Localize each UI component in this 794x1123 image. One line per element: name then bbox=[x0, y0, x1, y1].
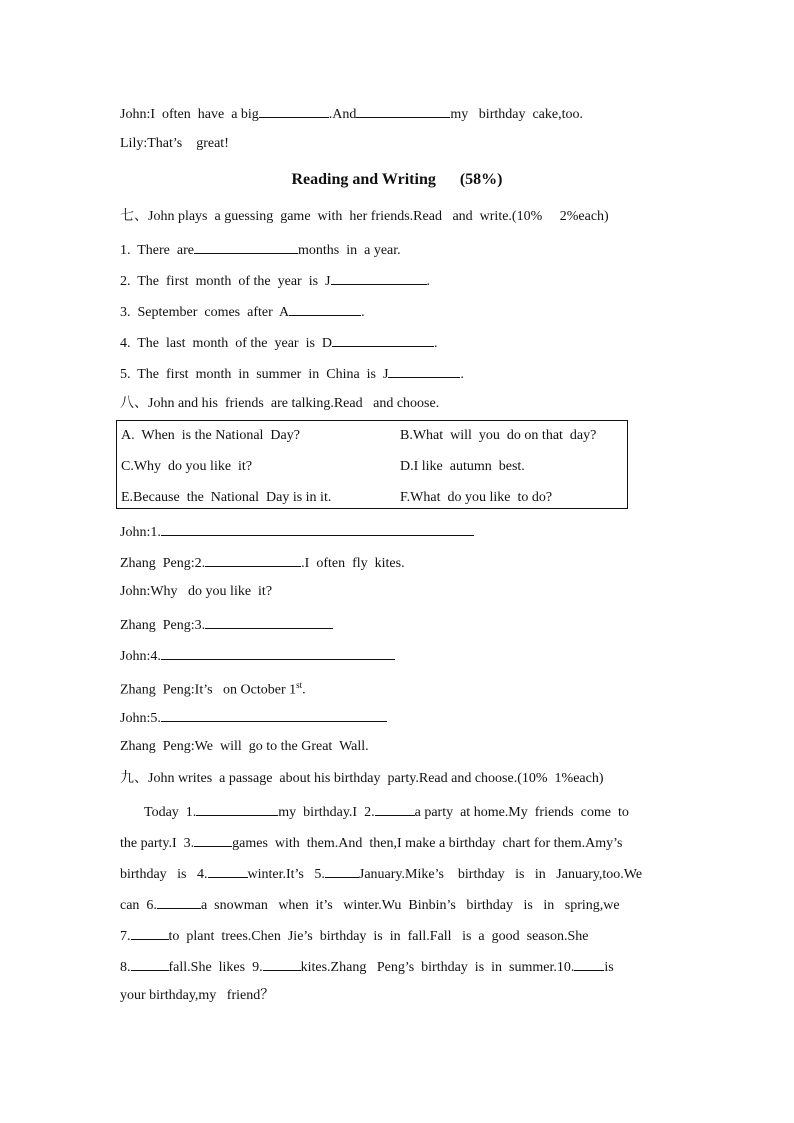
text: Zhang Peng:2. bbox=[120, 556, 206, 571]
answer-blank[interactable] bbox=[157, 894, 201, 909]
q9-heading: 九、John writes a passage about his birthday party.Read and choose.(10% 1%each) bbox=[120, 771, 604, 786]
text: kites.Zhang Peng’s birthday is in summer.10. bbox=[300, 960, 575, 975]
answer-blank[interactable] bbox=[263, 956, 301, 971]
text: 2. The first month of the year is J bbox=[120, 274, 331, 289]
text: games with them.And then,I make a birthday chart for them.Amy’s bbox=[232, 836, 623, 851]
option-c: C.Why do you like it? bbox=[121, 459, 253, 474]
passage-line bbox=[120, 863, 642, 884]
text: 5. The first month in summer in China is J bbox=[120, 367, 389, 382]
answer-blank[interactable] bbox=[131, 925, 169, 940]
text: months in a year. bbox=[297, 243, 401, 258]
text: January.Mike’s birthday is in January,too.We bbox=[358, 867, 643, 882]
text: . bbox=[361, 305, 365, 320]
answer-blank[interactable] bbox=[161, 521, 474, 536]
answer-blank[interactable] bbox=[208, 863, 248, 878]
option-a: A. When is the National Day? bbox=[121, 428, 300, 443]
passage-line bbox=[144, 801, 629, 822]
answer-blank[interactable] bbox=[194, 239, 298, 254]
text: birthday is 4. bbox=[120, 867, 208, 882]
dialogue-line bbox=[120, 552, 405, 573]
passage-line: your birthday,my friend？ bbox=[120, 988, 275, 1003]
text: John:5. bbox=[120, 711, 161, 726]
text: a snowman when it’s winter.Wu Binbin’s birthday is in spring,we bbox=[200, 898, 620, 913]
passage-line bbox=[120, 956, 614, 977]
text: winter.It’s 5. bbox=[247, 867, 325, 882]
text: my birthday.I 2. bbox=[278, 805, 375, 820]
q7-heading: 七、John plays a guessing game with her friends.Read and write.(10% 2%each) bbox=[120, 209, 609, 224]
q7-item bbox=[120, 363, 464, 384]
answer-blank[interactable] bbox=[161, 645, 395, 660]
text: . bbox=[302, 682, 306, 698]
dialogue-line bbox=[120, 521, 474, 542]
option-e: E.Because the National Day is in it. bbox=[121, 490, 332, 505]
superscript: st bbox=[296, 680, 303, 690]
text: John:4. bbox=[120, 649, 161, 664]
answer-blank[interactable] bbox=[194, 832, 232, 847]
text: is bbox=[604, 960, 614, 975]
dialogue-john-line bbox=[120, 103, 583, 124]
dialogue-line: John:Why do you like it? bbox=[120, 584, 273, 599]
text: can 6. bbox=[120, 898, 157, 913]
text: my birthday cake,too. bbox=[450, 107, 583, 122]
text: . bbox=[426, 274, 430, 289]
dialogue-line bbox=[120, 645, 395, 666]
text: . bbox=[460, 367, 464, 382]
section-title: Reading and Writing (58%) bbox=[291, 171, 503, 188]
text: Zhang Peng:It’s on October 1 bbox=[120, 682, 297, 698]
answer-blank[interactable] bbox=[325, 863, 359, 878]
text: fall.She likes 9. bbox=[168, 960, 263, 975]
passage-line bbox=[120, 925, 588, 946]
answer-blank[interactable] bbox=[259, 103, 329, 118]
text: 7. bbox=[120, 929, 131, 944]
text: John:I often have a big bbox=[120, 107, 259, 122]
answer-blank[interactable] bbox=[205, 552, 301, 567]
answer-blank[interactable] bbox=[356, 103, 450, 118]
dialogue-line bbox=[120, 707, 387, 728]
dialogue-line bbox=[120, 676, 306, 700]
text: Zhang Peng:3. bbox=[120, 618, 206, 633]
answer-blank[interactable] bbox=[131, 956, 169, 971]
answer-blank[interactable] bbox=[205, 614, 333, 629]
option-d: D.I like autumn best. bbox=[400, 459, 525, 474]
text: .And bbox=[328, 107, 357, 122]
dialogue-lily-line: Lily:That’s great! bbox=[120, 136, 229, 151]
text: 8. bbox=[120, 960, 131, 975]
text: 3. September comes after A bbox=[120, 305, 290, 320]
answer-blank[interactable] bbox=[574, 956, 604, 971]
text: the party.I 3. bbox=[120, 836, 195, 851]
text: Today 1. bbox=[144, 805, 197, 820]
text: .I often fly kites. bbox=[301, 556, 405, 571]
answer-blank[interactable] bbox=[388, 363, 460, 378]
answer-blank[interactable] bbox=[196, 801, 278, 816]
answer-blank[interactable] bbox=[161, 707, 387, 722]
answer-blank[interactable] bbox=[331, 270, 427, 285]
answer-blank[interactable] bbox=[375, 801, 415, 816]
passage-line bbox=[120, 832, 622, 853]
q7-item bbox=[120, 239, 401, 260]
options-box bbox=[116, 420, 628, 509]
answer-blank[interactable] bbox=[332, 332, 434, 347]
passage-line bbox=[120, 894, 620, 915]
option-f: F.What do you like to do? bbox=[400, 490, 553, 505]
text: . bbox=[434, 336, 438, 351]
answer-blank[interactable] bbox=[289, 301, 361, 316]
text: John:1. bbox=[120, 525, 161, 540]
text: a party at home.My friends come to bbox=[414, 805, 629, 820]
q7-item bbox=[120, 270, 430, 291]
text: to plant trees.Chen Jie’s birthday is in fall.Fall is a good season.She bbox=[168, 929, 589, 944]
text: 1. There are bbox=[120, 243, 194, 258]
q7-item bbox=[120, 301, 365, 322]
q7-item bbox=[120, 332, 438, 353]
option-b: B.What will you do on that day? bbox=[400, 428, 597, 443]
dialogue-line bbox=[120, 614, 333, 635]
dialogue-line: Zhang Peng:We will go to the Great Wall. bbox=[120, 739, 369, 754]
q8-heading: 八、John and his friends are talking.Read and choose. bbox=[120, 396, 440, 411]
text: 4. The last month of the year is D bbox=[120, 336, 333, 351]
